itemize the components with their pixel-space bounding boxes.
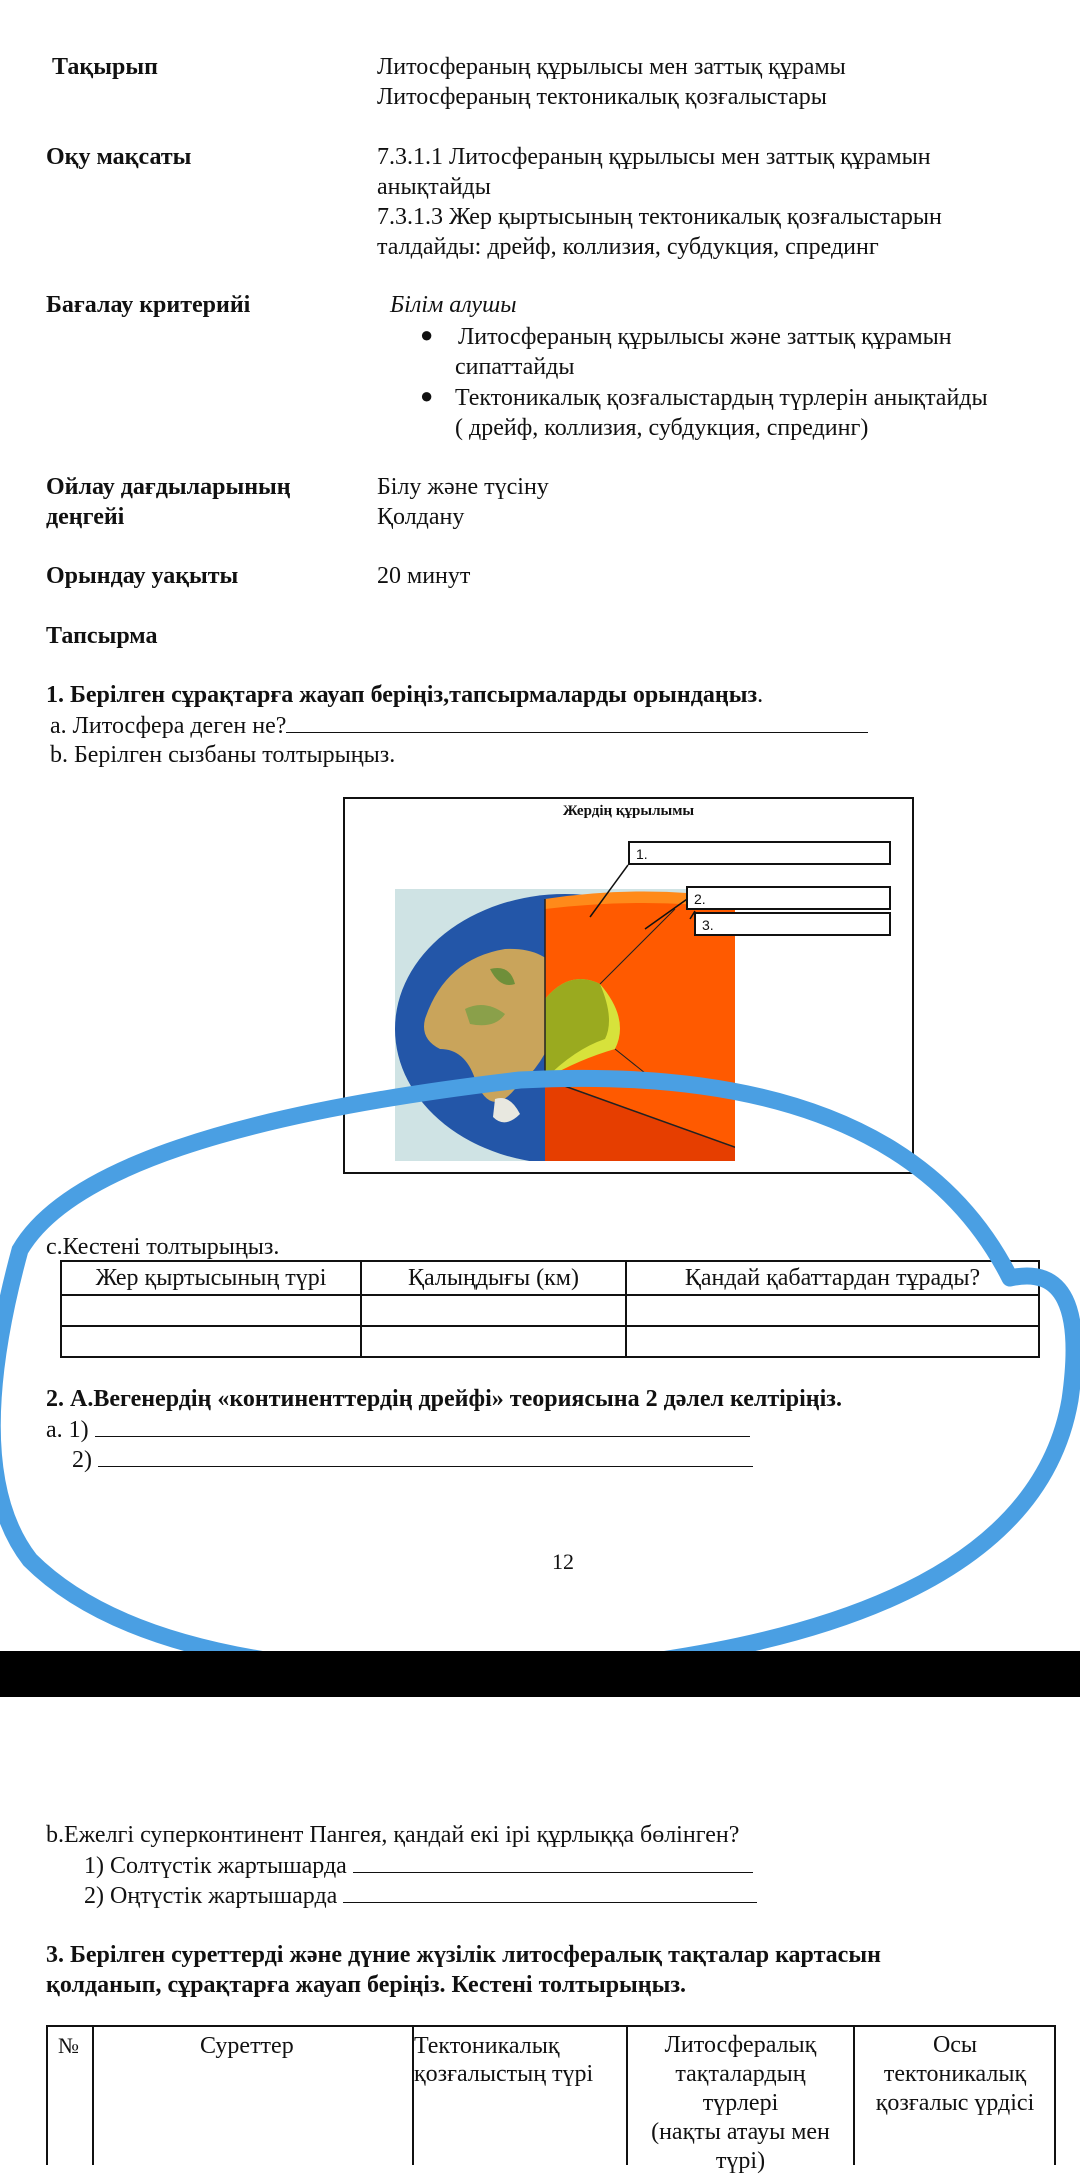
plates-line-5: түрі) — [715, 2148, 766, 2174]
criteria-intro: Білім алушы — [390, 292, 517, 318]
criteria-bullet-2-line-1: Тектоникалық қозғалыстардың түрлерін анықтайды — [455, 385, 988, 411]
tectonics-col-images: Суреттер — [200, 2033, 294, 2059]
figure-title: Жердің құрылымы — [562, 803, 695, 819]
time-value: 20 минут — [377, 563, 471, 589]
tectonics-table — [46, 2025, 1056, 2174]
q1-a: a. Литосфера деген не? — [50, 710, 868, 741]
task-heading: Тапсырма — [46, 623, 158, 649]
page-separator-band — [0, 1651, 1080, 1697]
q1-title: 1. Берілген сұрақтарға жауап беріңіз,тапсырмаларды орындаңыз. — [46, 682, 764, 708]
q1-b: b. Берілген сызбаны толтырыңыз. — [50, 742, 396, 768]
q2b-item-2: 2) Оңтүстік жартышарда — [84, 1880, 757, 1911]
thinking-line-1: Білу және түсіну — [377, 474, 549, 500]
criteria-bullet-2-line-2: ( дрейф, коллизия, субдукция, спрединг) — [455, 415, 869, 441]
objective-line-4: талдайды: дрейф, коллизия, субдукция, спрединг — [377, 234, 879, 260]
q2-a1: a. 1) — [46, 1414, 750, 1445]
process-line-2: тектоникалық — [883, 2061, 1027, 2087]
crust-col-type: Жер қыртысының түрі — [61, 1261, 361, 1295]
process-line-3: қозғалыс үрдісі — [875, 2090, 1035, 2116]
plates-line-2: тақталардың — [675, 2061, 806, 2087]
q3-title-line-1: 3. Берілген суреттерді және дүние жүзілік литосфералық тақталар картасын — [46, 1942, 881, 1968]
process-line-1: Осы — [932, 2032, 978, 2058]
tectonics-col-process — [855, 2031, 1055, 2118]
q2-title: 2. А.Вегенердің «континенттердің дрейфі» теориясына 2 дәлел келтіріңіз. — [46, 1386, 842, 1412]
tectonics-col-num: № — [58, 2033, 79, 2058]
thinking-line-2: Қолдану — [377, 504, 465, 530]
bullet-dot-1: ● — [420, 322, 434, 347]
objective-label: Оқу мақсаты — [46, 144, 192, 170]
topic-line-1: Литосфераның құрылысы мен заттық құрамы — [377, 54, 846, 80]
objective-line-2: анықтайды — [377, 174, 491, 200]
crust-col-layers: Қандай қабаттардан тұрады? — [626, 1261, 1039, 1295]
bullet-dot-2: ● — [420, 383, 434, 408]
plates-line-3: түрлері — [702, 2090, 779, 2116]
q2b-item-1: 1) Солтүстік жартышарда — [84, 1850, 753, 1881]
page-number: 12 — [552, 1549, 574, 1574]
criteria-bullet-1-line-2: сипаттайды — [455, 354, 575, 380]
tectonics-col-type-line-2: қозғалыстың түрі — [414, 2061, 594, 2087]
objective-line-3: 7.3.1.3 Жер қыртысының тектоникалық қозғалыстарын — [377, 204, 942, 230]
thinking-label-line-2: деңгейі — [46, 504, 125, 530]
q2b-answer-line-1[interactable] — [353, 1850, 753, 1873]
callout-box-1[interactable]: 1. — [628, 841, 891, 865]
q1c-title: c.Кестені толтырыңыз. — [46, 1234, 280, 1260]
tectonics-col-plates — [628, 2031, 853, 2176]
callout-box-3[interactable]: 3. — [694, 912, 891, 936]
q2b-title: b.Ежелгі суперконтинент Пангея, қандай екі ірі құрлыққа бөлінген? — [46, 1822, 740, 1848]
objective-line-1: 7.3.1.1 Литосфераның құрылысы мен заттық құрамын — [377, 144, 931, 170]
time-label: Орындау уақыты — [46, 563, 239, 589]
tectonics-col-type-line-1: Тектоникалық — [414, 2033, 560, 2059]
plates-line-1: Литосфералық — [664, 2032, 817, 2058]
criteria-bullet-1-line-1: Литосфераның құрылысы және заттық құрамын — [458, 324, 952, 350]
topic-label: Тақырып — [52, 54, 158, 80]
criteria-label: Бағалау критерийі — [46, 292, 251, 318]
q2-a2: 2) — [72, 1444, 753, 1475]
plates-line-4: (нақты атауы мен — [651, 2119, 830, 2145]
topic-line-2: Литосфераның тектоникалық қозғалыстары — [377, 84, 827, 110]
callout-box-2[interactable]: 2. — [686, 886, 891, 910]
q2b-answer-line-2[interactable] — [343, 1880, 757, 1903]
crust-col-thickness: Қалыңдығы (км) — [361, 1261, 626, 1295]
q3-title-line-2: қолданып, сұрақтарға жауап беріңіз. Кестені толтырыңыз. — [46, 1972, 687, 1998]
thinking-label-line-1: Ойлау дағдыларының — [46, 474, 291, 500]
